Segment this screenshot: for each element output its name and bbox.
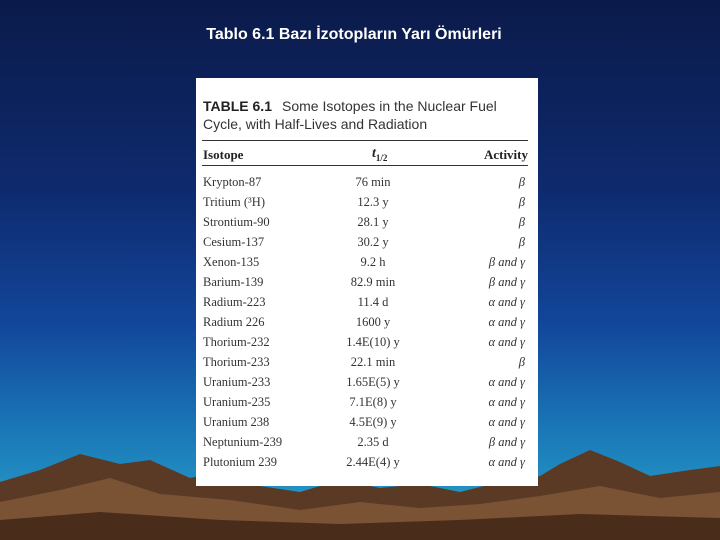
slide-title: Tablo 6.1 Bazı İzotopların Yarı Ömürleri	[206, 26, 502, 43]
table-row	[203, 235, 527, 255]
isotope-cell: Cesium-137	[203, 235, 265, 249]
half-life-cell: 2.35 d	[357, 435, 389, 449]
activity-cell: α and γ	[488, 455, 525, 469]
header-half-life-subscript: 1/2	[375, 152, 388, 163]
half-life-cell: 12.3 y	[357, 195, 389, 209]
activity-cell: β and γ	[488, 255, 525, 269]
activity-cell: β and γ	[488, 275, 525, 289]
isotope-cell: Tritium (³H)	[203, 195, 265, 209]
half-life-cell: 1600 y	[355, 315, 391, 329]
table-top-rule	[202, 140, 528, 141]
activity-cell: β	[518, 235, 525, 249]
table-row	[203, 315, 527, 335]
table-row	[203, 275, 527, 295]
isotope-cell: Uranium 238	[203, 415, 270, 429]
half-life-cell: 7.1E(8) y	[349, 395, 397, 409]
table-row	[203, 415, 527, 435]
half-life-cell: 9.2 h	[360, 255, 386, 269]
table-row	[203, 215, 527, 235]
table-number: TABLE 6.1	[203, 98, 272, 114]
activity-cell: β	[518, 355, 525, 369]
half-life-cell: 4.5E(9) y	[349, 415, 397, 429]
table-row	[203, 455, 527, 475]
isotope-cell: Strontium-90	[203, 215, 270, 229]
table-body	[203, 175, 527, 475]
activity-cell: α and γ	[488, 315, 525, 329]
table-row	[203, 435, 527, 455]
isotope-cell: Radium 226	[203, 315, 265, 329]
isotope-cell: Plutonium 239	[203, 455, 277, 469]
activity-cell: β	[518, 195, 525, 209]
isotope-cell: Thorium-232	[203, 335, 270, 349]
half-life-cell: 2.44E(4) y	[346, 455, 400, 469]
half-life-cell: 28.1 y	[357, 215, 389, 229]
header-half-life	[372, 146, 387, 163]
activity-cell: α and γ	[488, 295, 525, 309]
activity-cell: β and γ	[488, 435, 525, 449]
table-row	[203, 375, 527, 395]
half-life-cell: 82.9 min	[350, 275, 396, 289]
header-isotope: Isotope	[203, 147, 244, 162]
half-life-cell: 1.4E(10) y	[346, 335, 400, 349]
activity-cell: α and γ	[488, 335, 525, 349]
activity-cell: α and γ	[488, 395, 525, 409]
activity-cell: α and γ	[488, 415, 525, 429]
activity-cell: β	[518, 175, 525, 189]
isotope-cell: Thorium-233	[203, 355, 270, 369]
isotope-cell: Neptunium-239	[203, 435, 283, 449]
isotope-table	[196, 78, 538, 486]
table-row	[203, 255, 527, 275]
isotope-cell: Uranium-233	[203, 375, 271, 389]
table-row	[203, 355, 527, 375]
table-row	[203, 175, 527, 195]
table-row	[203, 335, 527, 355]
table-row	[203, 195, 527, 215]
half-life-cell: 30.2 y	[357, 235, 389, 249]
activity-cell: β	[518, 215, 525, 229]
header-half-life-symbol: t	[372, 146, 376, 161]
activity-cell: α and γ	[488, 375, 525, 389]
isotope-cell: Xenon-135	[203, 255, 260, 269]
isotope-cell: Radium-223	[203, 295, 266, 309]
isotope-cell: Barium-139	[203, 275, 264, 289]
half-life-cell: 11.4 d	[357, 295, 389, 309]
table-row	[203, 295, 527, 315]
half-life-cell: 76 min	[355, 175, 391, 189]
table-caption	[203, 97, 533, 133]
table-header-rule	[202, 165, 528, 166]
isotope-cell: Krypton-87	[203, 175, 262, 189]
header-activity: Activity	[483, 147, 528, 162]
table-row	[203, 395, 527, 415]
half-life-cell: 22.1 min	[350, 355, 396, 369]
half-life-cell: 1.65E(5) y	[346, 375, 400, 389]
isotope-cell: Uranium-235	[203, 395, 271, 409]
table-caption-text: Some Isotopes in the Nuclear Fuel Cycle, with Half-Lives and Radiation	[203, 98, 497, 132]
